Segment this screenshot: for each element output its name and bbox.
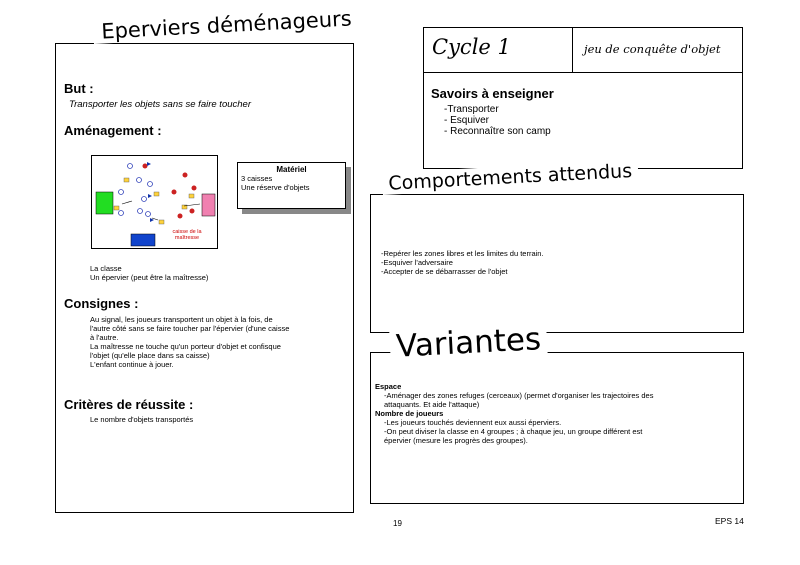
cycle-box	[423, 27, 743, 74]
pink-box	[202, 194, 215, 216]
criteres-text: Le nombre d'objets transportés	[90, 415, 194, 424]
classe-line: La classe	[90, 264, 122, 273]
consignes-line: à l'autre.	[90, 333, 119, 342]
cycle-label: Cycle 1	[432, 35, 511, 59]
joueurs-line: épervier (mesure les progrès des groupes).	[384, 436, 528, 445]
comportements-list	[381, 249, 544, 276]
page-number: 19	[393, 519, 402, 528]
maitresse-box-label: caisse de la maîtresse	[172, 229, 202, 241]
materiel-title: Matériel	[276, 165, 307, 174]
joueurs-heading: Nombre de joueurs	[375, 409, 444, 418]
materiel-card	[237, 162, 346, 209]
cycle-subtitle: jeu de conquête d'objet	[584, 42, 721, 56]
materiel-line: 3 caisses	[241, 174, 273, 183]
consignes-line: l'autre côté sans se faire toucher par l'épervier (d'une caisse	[90, 324, 290, 333]
terrain-diagram	[91, 155, 218, 249]
consignes-line: Au signal, les joueurs transportent un objet à la fois, de	[90, 315, 273, 324]
savoirs-box	[423, 72, 743, 169]
consignes-text	[90, 315, 340, 369]
green-box	[96, 192, 113, 214]
game-title: Eperviers déménageurs	[93, 6, 360, 44]
materiel-line: Une réserve d'objets	[241, 183, 310, 192]
espace-heading: Espace	[375, 382, 402, 391]
variantes-title: Variantes	[389, 321, 548, 365]
savoirs-list	[444, 104, 551, 137]
comportements-box	[370, 159, 744, 333]
amenagement-heading: Aménagement :	[64, 123, 162, 138]
comportements-item: -Repérer les zones libres et les limites du terrain.	[381, 249, 544, 258]
espace-line: attaquants. Et aide l'attaque)	[384, 400, 480, 409]
classe-line: Un épervier (peut être la maîtresse)	[90, 273, 209, 282]
cycle-divider	[572, 28, 573, 73]
savoirs-item: - Esquiver	[444, 115, 490, 126]
criteres-heading: Critères de réussite :	[64, 397, 194, 412]
comportements-item: -Accepter de se débarrasser de l'objet	[381, 267, 508, 276]
consignes-line: La maîtresse ne touche qu'un porteur d'objet et confisque	[90, 342, 281, 351]
joueurs-line: -Les joueurs touchés deviennent eux aussi éperviers.	[384, 418, 562, 427]
variantes-box	[370, 321, 744, 504]
consignes-heading: Consignes :	[64, 296, 139, 311]
blue-box	[131, 234, 155, 246]
savoirs-heading: Savoirs à enseigner	[431, 86, 554, 101]
variantes-content	[375, 382, 735, 445]
classe-lines	[90, 264, 208, 282]
savoirs-item: - Reconnaître son camp	[444, 126, 551, 137]
comportements-title: Comportements attendus	[382, 160, 639, 195]
but-heading: But :	[64, 81, 94, 96]
page-code: EPS 14	[715, 516, 744, 526]
joueurs-line: -On peut diviser la classe en 4 groupes ; à chaque jeu, un groupe différent est	[384, 427, 643, 436]
espace-line: -Aménager des zones refuges (cerceaux) (permet d'organiser les trajectoires des	[384, 391, 654, 400]
savoirs-item: -Transporter	[444, 104, 499, 115]
but-text: Transporter les objets sans se faire toucher	[69, 99, 251, 110]
comportements-item: -Esquiver l'adversaire	[381, 258, 453, 267]
consignes-line: l'objet (qu'elle place dans sa caisse)	[90, 351, 210, 360]
consignes-line: L'enfant continue à jouer.	[90, 360, 174, 369]
left-panel	[55, 6, 354, 513]
